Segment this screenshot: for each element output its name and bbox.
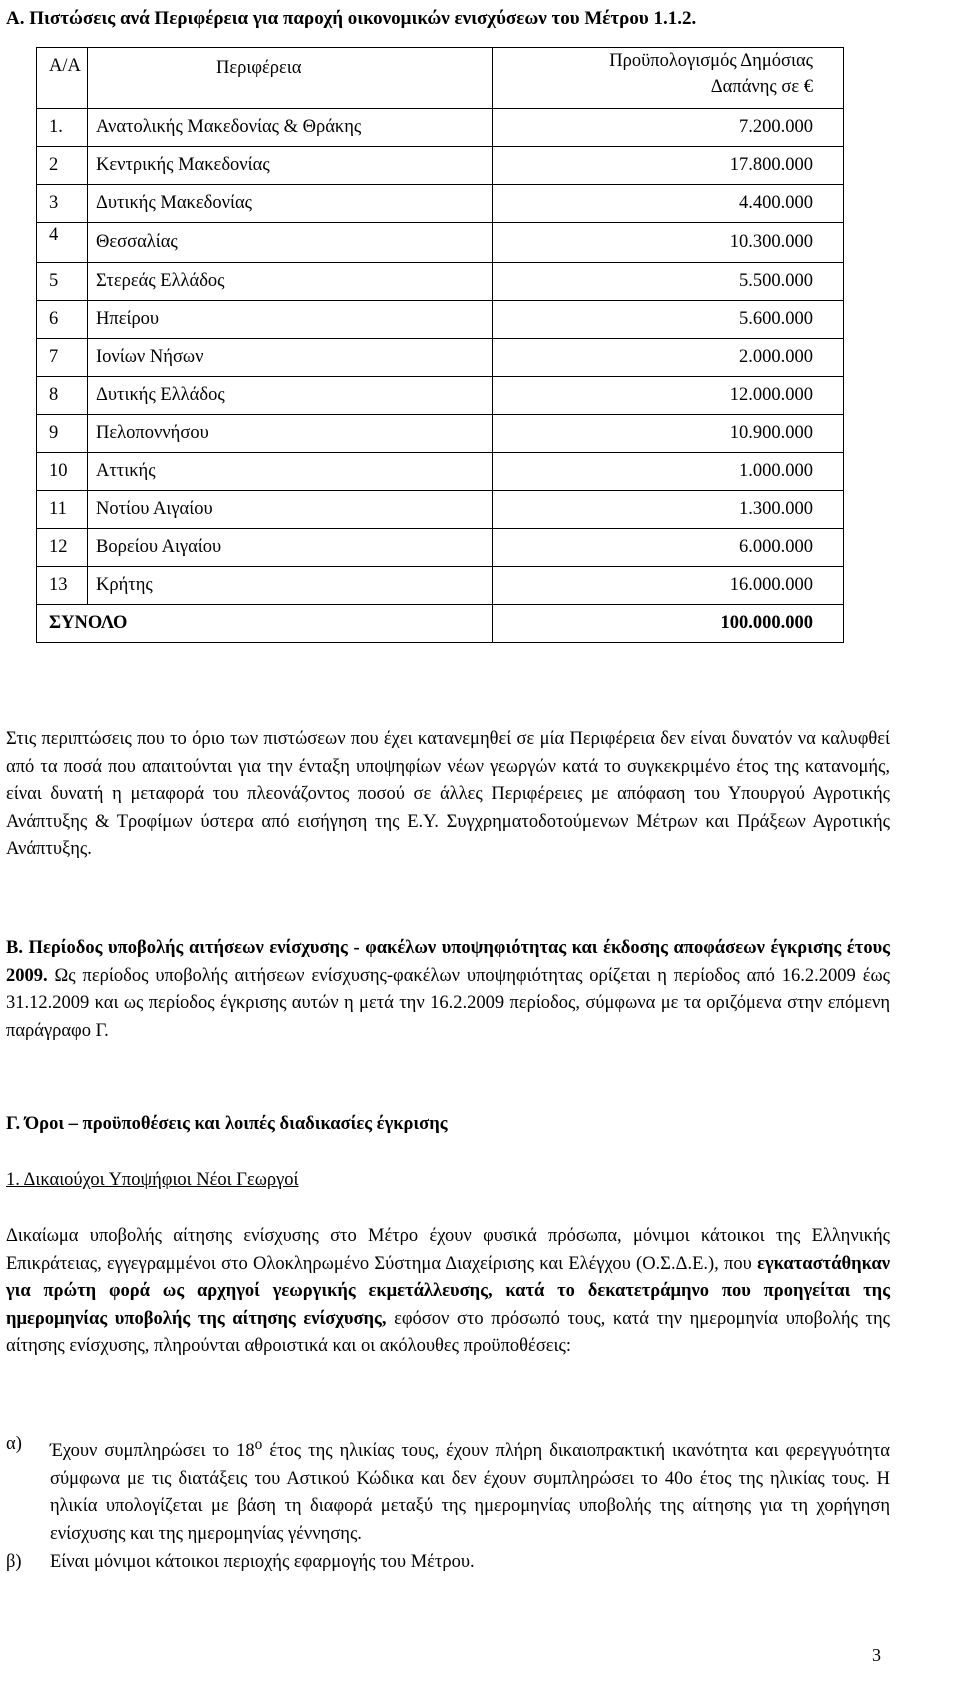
- row-region: Πελοποννήσου: [88, 415, 493, 453]
- table-row: [37, 263, 844, 301]
- total-amount: 100.000.000: [493, 605, 844, 643]
- eligibility-text: [6, 1223, 890, 1361]
- section-b: [6, 935, 890, 1045]
- list-item: [6, 1549, 890, 1577]
- row-number: 7: [37, 339, 88, 377]
- table-row: [37, 109, 844, 147]
- section-b-text: Ως περίοδος υποβολής αιτήσεων ενίσχυσης-φακέλων υποψηφιότητας ορίζεται η περίοδος από 16.2.2009 έως 31.12.2009 και ως περίοδος έγκρισης αυτών η μετά την 16.2.2009 περίοδος, σύμφωνα με τα οριζόμενα στην επόμενη παράγραφο Γ.: [6, 965, 890, 1041]
- section-c-heading: Γ. Όροι – προϋποθέσεις και λοιπές διαδικασίες έγκρισης: [6, 1114, 448, 1134]
- table-row: [37, 185, 844, 223]
- list-marker: α): [6, 1434, 22, 1454]
- list-marker: β): [6, 1551, 22, 1572]
- table-row: [37, 223, 844, 263]
- header-budget-line2: Δαπάνης σε €: [710, 77, 813, 97]
- row-amount: 2.000.000: [493, 339, 844, 377]
- section-b-heading: Β. Περίοδος υποβολής αιτήσεων ενίσχυσης - φακέλων υποψηφιότητας και έκδοσης αποφάσεων έγκρισης έτους 2009.: [6, 938, 890, 986]
- row-number: 4: [37, 223, 88, 263]
- row-amount: 17.800.000: [493, 147, 844, 185]
- eligibility-text-part1: Δικαίωμα υποβολής αίτησης ενίσχυσης στο Μέτρο έχουν φυσικά πρόσωπα, μόνιμοι κάτοικοι της Ελληνικής Επικράτειας, εγγεγραμμένοι στο Ολοκληρωμένο Σύστημα Διαχείρισης και Ελέγχου (Ο.Σ.Δ.Ε.), που: [6, 1226, 890, 1274]
- row-number: 5: [37, 263, 88, 301]
- row-region: Βορείου Αιγαίου: [88, 529, 493, 567]
- row-number: 9: [37, 415, 88, 453]
- row-number: 2: [37, 147, 88, 185]
- row-number: 13: [37, 567, 88, 605]
- table-row: [37, 339, 844, 377]
- row-region: Ανατολικής Μακεδονίας & Θράκης: [88, 109, 493, 147]
- row-region: Στερεάς Ελλάδος: [88, 263, 493, 301]
- row-number: 8: [37, 377, 88, 415]
- row-region: Κεντρικής Μακεδονίας: [88, 147, 493, 185]
- row-amount: 12.000.000: [493, 377, 844, 415]
- page-number: 3: [872, 1645, 881, 1665]
- row-number: 11: [37, 491, 88, 529]
- table-row: [37, 529, 844, 567]
- header-budget: [493, 48, 844, 109]
- row-amount: 1.300.000: [493, 491, 844, 529]
- row-region: Δυτικής Ελλάδος: [88, 377, 493, 415]
- eligibility-text-part2: εφόσον στο πρόσωπό τους, κατά την ημερομηνία υποβολής της αίτησης ενίσχυσης, πληρούνται αθροιστικά και οι ακόλουθες προϋποθέσεις:: [6, 1308, 890, 1357]
- row-region: Δυτικής Μακεδονίας: [88, 185, 493, 223]
- row-region: Αττικής: [88, 453, 493, 491]
- list-item-text: Είναι μόνιμοι κάτοικοι περιοχής εφαρμογής του Μέτρου.: [50, 1551, 475, 1572]
- row-region: Θεσσαλίας: [88, 223, 493, 263]
- row-amount: 6.000.000: [493, 529, 844, 567]
- table-row: [37, 415, 844, 453]
- condition-a-pre: Έχουν συμπληρώσει το 18: [50, 1441, 255, 1462]
- row-amount: 1.000.000: [493, 453, 844, 491]
- section-b-paragraph: [6, 935, 890, 1045]
- conditions-list: [6, 1431, 890, 1576]
- table-header-row: [37, 48, 844, 109]
- row-region: Νοτίου Αιγαίου: [88, 491, 493, 529]
- list-item-text: [50, 1431, 890, 1549]
- row-region: Ηπείρου: [88, 301, 493, 339]
- total-label: ΣΥΝΟΛΟ: [37, 605, 493, 643]
- table-row: [37, 453, 844, 491]
- ordinal-superscript: ο: [254, 1436, 263, 1453]
- transfer-paragraph-text: Στις περιπτώσεις που το όριο των πιστώσεων που έχει κατανεμηθεί σε μία Περιφέρεια δεν είναι δυνατόν να καλυφθεί από τα ποσά που απαιτούνται για την ένταξη υποψηφίων νέων γεωργών κατά το συγκεκριμένο έτος της κατανομής, είναι δυνατή η μεταφορά του πλεονάζοντος ποσού σε άλλες Περιφέρειες με απόφαση του Υπουργού Αγροτικής Ανάπτυξης & Τροφίμων ύστερα από εισήγηση της Ε.Υ. Συγχρηματοδοτούμενων Μέτρων και Πράξεων Αγροτικής Ανάπτυξης.: [6, 729, 890, 860]
- row-amount: 16.000.000: [493, 567, 844, 605]
- row-number: 12: [37, 529, 88, 567]
- row-amount: 5.500.000: [493, 263, 844, 301]
- row-number: 3: [37, 185, 88, 223]
- eligibility-paragraph: [6, 1223, 890, 1361]
- table-total-row: [37, 605, 844, 643]
- table-row: [37, 377, 844, 415]
- header-aa: Α/Α: [37, 48, 88, 109]
- table-row: [37, 147, 844, 185]
- row-number: 1.: [37, 109, 88, 147]
- row-amount: 4.400.000: [493, 185, 844, 223]
- row-number: 10: [37, 453, 88, 491]
- row-amount: 5.600.000: [493, 301, 844, 339]
- list-item: [6, 1431, 890, 1549]
- transfer-paragraph: [6, 726, 890, 864]
- row-amount: 10.900.000: [493, 415, 844, 453]
- subsection-1-heading: 1. Δικαιούχοι Υποψήφιοι Νέοι Γεωργοί: [6, 1170, 299, 1190]
- eligibility-text-bold: εγκαταστάθηκαν για πρώτη φορά ως αρχηγοί γεωργικής εκμετάλλευσης, κατά το δεκατετράμηνο που προηγείται της ημερομηνίας υποβολής της αίτησης ενίσχυσης,: [6, 1253, 890, 1329]
- table-row: [37, 567, 844, 605]
- table-row: [37, 491, 844, 529]
- condition-a-post: έτος της ηλικίας τους, έχουν πλήρη δικαιοπρακτική ικανότητα και φερεγγυότητα σύμφωνα με τις διατάξεις του Αστικού Κώδικα και δεν έχουν συμπληρώσει το 40ο έτος της ηλικίας τους. Η ηλικία υπολογίζεται με βάση τη διαφορά μεταξύ της ημερομηνίας υποβολής της αίτησης για τη χορήγηση ενίσχυσης και της ημερομηνίας γέννησης.: [50, 1441, 890, 1544]
- row-region: Ιονίων Νήσων: [88, 339, 493, 377]
- header-budget-line1: Προϋπολογισμός Δημόσιας: [609, 51, 813, 71]
- table-row: [37, 301, 844, 339]
- header-region: Περιφέρεια: [88, 48, 493, 109]
- row-region: Κρήτης: [88, 567, 493, 605]
- row-amount: 10.300.000: [493, 223, 844, 263]
- row-amount: 7.200.000: [493, 109, 844, 147]
- row-number: 6: [37, 301, 88, 339]
- section-a-heading: Α. Πιστώσεις ανά Περιφέρεια για παροχή οικονομικών ενισχύσεων του Μέτρου 1.1.2.: [6, 8, 697, 29]
- allocation-table: [36, 47, 844, 643]
